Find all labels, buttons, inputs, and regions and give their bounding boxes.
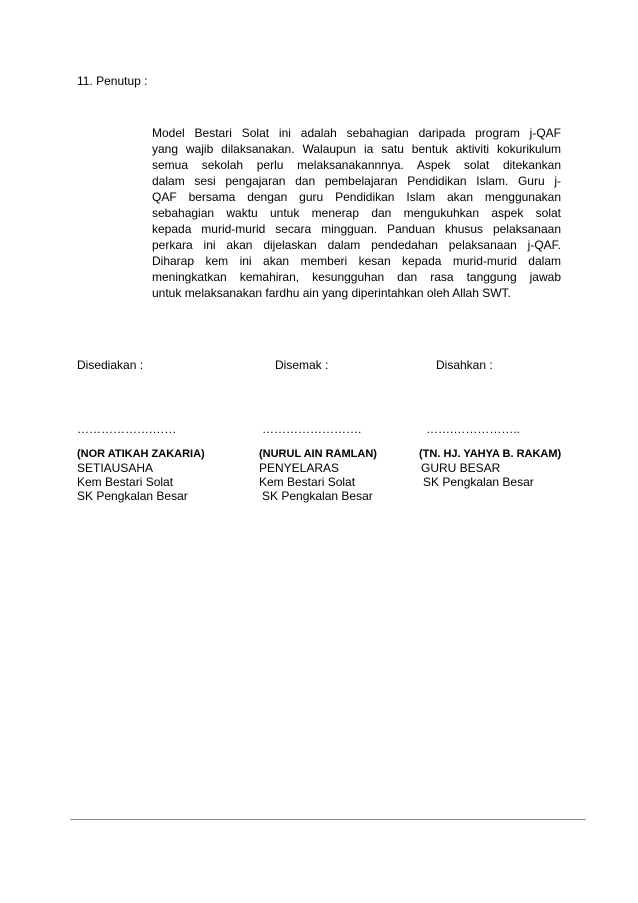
paragraph-line: Model Bestari Solat ini adalah sebahagian daripada program j-QAF [152,126,561,140]
paragraph-line: dalam sesi pengajaran dan pembelajaran Pendidikan Islam. Guru j- [152,174,561,188]
reviewed-position: PENYELARAS [259,461,340,475]
footer-divider [70,819,586,820]
paragraph-line: kepada murid-murid secara mingguan. Panduan khusus pelaksanaan [152,222,561,236]
prepared-school: SK Pengkalan Besar [77,489,188,503]
paragraph-line: QAF bersama dengan guru Pendidikan Islam akan menggunakan [152,190,561,204]
paragraph-line: sebahagian waktu untuk menerap dan mengukuhkan aspek solat [152,206,561,220]
reviewed-signature-line: ……………………. [262,422,362,436]
approved-label: Disahkan : [436,358,493,372]
reviewed-unit: Kem Bestari Solat [259,475,356,489]
paragraph-line: untuk melaksanakan fardhu ain yang diperintahkan oleh Allah SWT. [152,286,511,300]
reviewed-school: SK Pengkalan Besar [262,489,373,503]
paragraph-line: semua sekolah perlu melaksanakannnya. Aspek solat ditekankan [152,158,561,172]
prepared-label: Disediakan : [77,358,144,372]
paragraph-line: Diharap kem ini akan memberi kesan kepada murid-murid dalam [152,254,561,268]
approved-signature-line: …….…………….. [426,422,521,436]
prepared-position: SETIAUSAHA [77,461,154,475]
approved-position: GURU BESAR [421,461,501,475]
prepared-signature-line: ……………….…… [77,422,177,436]
approved-school: SK Pengkalan Besar [423,475,534,489]
reviewed-name: (NURUL AIN RAMLAN) [259,448,377,460]
prepared-unit: Kem Bestari Solat [77,475,174,489]
approved-name: (TN. HJ. YAHYA B. RAKAM) [419,448,562,460]
paragraph-line: perkara ini akan dijelaskan dalam pendedahan pelaksanaan j-QAF. [152,238,561,252]
paragraph-line: meningkatkan kemahiran, kesungguhan dan rasa tanggung jawab [152,270,561,284]
section-heading: 11. Penutup : [77,74,148,88]
reviewed-label: Disemak : [275,358,329,372]
prepared-name: (NOR ATIKAH ZAKARIA) [77,448,205,460]
closing-paragraph [152,125,561,301]
paragraph-line: yang wajib dilaksanakan. Walaupun ia satu bentuk aktiviti kokurikulum [152,142,561,156]
